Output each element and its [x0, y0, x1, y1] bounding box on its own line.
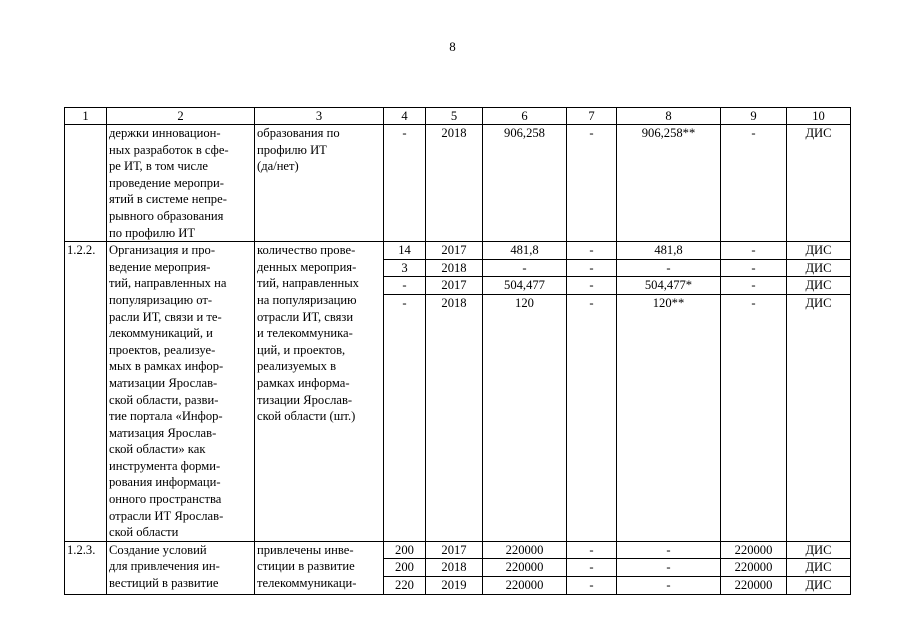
- value-c8: 504,477*: [617, 277, 720, 295]
- value-cell-c8: [617, 125, 721, 242]
- activity-name-line: для привлечения ин-: [109, 559, 220, 574]
- indicator-line: тий, направленных: [257, 276, 359, 291]
- activity-name-line: вестиций в развитие: [109, 576, 219, 591]
- indicator: [255, 242, 384, 542]
- column-number: 2: [107, 108, 255, 125]
- value-cell-c5: [426, 541, 483, 594]
- activity-name: [107, 541, 255, 594]
- column-number: 5: [426, 108, 483, 125]
- item-number: [65, 125, 107, 242]
- value-c9: -: [721, 260, 786, 278]
- value-c6: 504,477: [483, 277, 566, 295]
- value-c5: 2017: [426, 277, 482, 295]
- value-c7: -: [567, 242, 616, 260]
- value-c9: -: [751, 126, 756, 140]
- indicator-line: количество прове-: [257, 243, 356, 258]
- value-c7: -: [567, 277, 616, 295]
- value-cell-c7: [567, 242, 617, 542]
- value-c9: 220000: [721, 559, 786, 577]
- activity-name-line: матизация Ярослав-: [109, 425, 217, 440]
- value-c6: 220000: [505, 578, 544, 593]
- value-c4: 220: [395, 578, 414, 593]
- indicator-line: телекоммуникаци-: [257, 576, 357, 591]
- value-cell-c7: [567, 125, 617, 242]
- value-c5: 2017: [426, 542, 482, 560]
- value-c10: ДИС: [805, 295, 832, 310]
- indicator-line: (да/нет): [257, 159, 299, 174]
- activity-name-line: тий, направленных на: [109, 276, 227, 291]
- item-number: 1.2.3.: [65, 541, 107, 594]
- value-c5: 2017: [426, 242, 482, 260]
- value-cell-c8: [617, 242, 721, 542]
- value-cell-c6: [483, 125, 567, 242]
- value-c8: -: [617, 260, 720, 278]
- indicator-line: привлечены инве-: [257, 542, 354, 557]
- value-c7: -: [589, 578, 594, 593]
- indicator-line: рамках информа-: [257, 375, 350, 390]
- value-c6: 120: [515, 295, 534, 310]
- value-c10: ДИС: [805, 126, 832, 140]
- item-number: 1.2.2.: [65, 242, 107, 542]
- value-c7: -: [567, 559, 616, 577]
- value-c6: -: [483, 260, 566, 278]
- column-number-row: [65, 108, 851, 125]
- value-c10: ДИС: [787, 260, 850, 278]
- value-c4: 14: [384, 242, 425, 260]
- value-c9: 220000: [734, 578, 773, 593]
- table-row: [65, 541, 851, 594]
- column-number: 9: [721, 108, 787, 125]
- indicator-line: на популяризацию: [257, 292, 357, 307]
- indicator-line: денных мероприя-: [257, 259, 357, 274]
- value-c4: -: [402, 126, 407, 140]
- activity-name-line: рования информаци-: [109, 475, 221, 490]
- activity-name-line: ской области: [109, 525, 179, 540]
- value-c9: 220000: [721, 542, 786, 560]
- value-c5: 2019: [441, 578, 467, 593]
- value-c8: 906,258**: [641, 126, 696, 140]
- activity-name-line: расли ИТ, связи и те-: [109, 309, 222, 324]
- activity-name-line: онного пространства: [109, 492, 222, 507]
- activity-name-line: проектов, реализуе-: [109, 342, 216, 357]
- value-cell-c9: [721, 541, 787, 594]
- value-c6: 220000: [483, 559, 566, 577]
- value-c6: 220000: [483, 542, 566, 560]
- activity-name-line: лекоммуникаций, и: [109, 326, 213, 341]
- value-c7: -: [589, 295, 594, 310]
- indicator-line: стиции в развитие: [257, 559, 355, 574]
- value-c4: -: [384, 277, 425, 295]
- column-number: 10: [787, 108, 851, 125]
- indicator: [255, 125, 384, 242]
- value-c6: 906,258: [504, 126, 545, 140]
- value-c10: ДИС: [787, 559, 850, 577]
- column-number: 3: [255, 108, 384, 125]
- table-row: [65, 242, 851, 542]
- activity-name-line: рывного образования: [109, 208, 224, 223]
- value-c9: -: [721, 277, 786, 295]
- activity-name-line: мых в рамках инфор-: [109, 359, 224, 374]
- activity-name: [107, 242, 255, 542]
- indicator-line: и телекоммуника-: [257, 326, 353, 341]
- value-cell-c9: [721, 242, 787, 542]
- activity-name-line: ятий в системе непре-: [109, 192, 227, 207]
- activity-name-line: ской области» как: [109, 442, 206, 457]
- column-number: 1: [65, 108, 107, 125]
- value-c7: -: [567, 260, 616, 278]
- value-cell-c4: [384, 242, 426, 542]
- column-number: 8: [617, 108, 721, 125]
- value-cell-c4: [384, 541, 426, 594]
- value-cell-c10: [787, 541, 851, 594]
- column-number: 6: [483, 108, 567, 125]
- activity-name-line: ведение мероприя-: [109, 259, 211, 274]
- value-c8: 481,8: [617, 242, 720, 260]
- activity-name-line: Создание условий: [109, 542, 207, 557]
- indicator-line: тизации Ярослав-: [257, 392, 353, 407]
- activity-name-line: матизации Ярослав-: [109, 375, 218, 390]
- value-cell-c8: [617, 541, 721, 594]
- value-c6: 481,8: [483, 242, 566, 260]
- indicator: [255, 541, 384, 594]
- value-cell-c5: [426, 125, 483, 242]
- value-c8: -: [666, 578, 671, 593]
- value-cell-c9: [721, 125, 787, 242]
- indicator-line: ций, и проектов,: [257, 342, 346, 357]
- value-c10: ДИС: [787, 242, 850, 260]
- activity-name-line: по профилю ИТ: [109, 225, 196, 240]
- value-c4: 200: [384, 542, 425, 560]
- activity-name-line: тие портала «Инфор-: [109, 409, 223, 424]
- value-c9: -: [751, 295, 756, 310]
- program-table: [64, 107, 851, 595]
- value-c5: 2018: [441, 295, 467, 310]
- indicator-line: ской области (шт.): [257, 409, 356, 424]
- activity-name-line: популяризацию от-: [109, 292, 213, 307]
- activity-name-line: ре ИТ, в том числе: [109, 159, 209, 174]
- column-number: 4: [384, 108, 426, 125]
- activity-name-line: инструмента форми-: [109, 458, 221, 473]
- value-c7: -: [567, 542, 616, 560]
- value-cell-c10: [787, 242, 851, 542]
- value-c4: -: [402, 295, 407, 310]
- table-row: [65, 125, 851, 242]
- value-c5: 2018: [441, 126, 467, 140]
- value-cell-c6: [483, 541, 567, 594]
- value-c5: 2018: [426, 260, 482, 278]
- activity-name-line: ской области, разви-: [109, 392, 219, 407]
- activity-name-line: ных разработок в сфе-: [109, 142, 229, 157]
- activity-name: [107, 125, 255, 242]
- value-c4: 3: [384, 260, 425, 278]
- value-c8: -: [617, 559, 720, 577]
- page-number: 8: [449, 39, 456, 54]
- value-cell-c10: [787, 125, 851, 242]
- value-c4: 200: [384, 559, 425, 577]
- activity-name-line: отрасли ИТ Ярослав-: [109, 508, 224, 523]
- value-cell-c6: [483, 242, 567, 542]
- activity-name-line: держки инновацион-: [109, 126, 221, 140]
- value-c10: ДИС: [805, 578, 832, 593]
- value-c9: -: [721, 242, 786, 260]
- value-cell-c7: [567, 541, 617, 594]
- value-c5: 2018: [426, 559, 482, 577]
- value-c8: 120**: [652, 295, 685, 310]
- indicator-line: реализуемых в: [257, 359, 337, 374]
- column-number: 7: [567, 108, 617, 125]
- activity-name-line: Организация и про-: [109, 243, 216, 258]
- value-c8: -: [617, 542, 720, 560]
- value-cell-c4: [384, 125, 426, 242]
- indicator-line: образования по: [257, 126, 340, 140]
- value-cell-c5: [426, 242, 483, 542]
- value-c7: -: [589, 126, 594, 140]
- indicator-line: отрасли ИТ, связи: [257, 309, 354, 324]
- value-c10: ДИС: [787, 277, 850, 295]
- value-c10: ДИС: [787, 542, 850, 560]
- activity-name-line: проведение меропри-: [109, 175, 224, 190]
- indicator-line: профилю ИТ: [257, 142, 327, 157]
